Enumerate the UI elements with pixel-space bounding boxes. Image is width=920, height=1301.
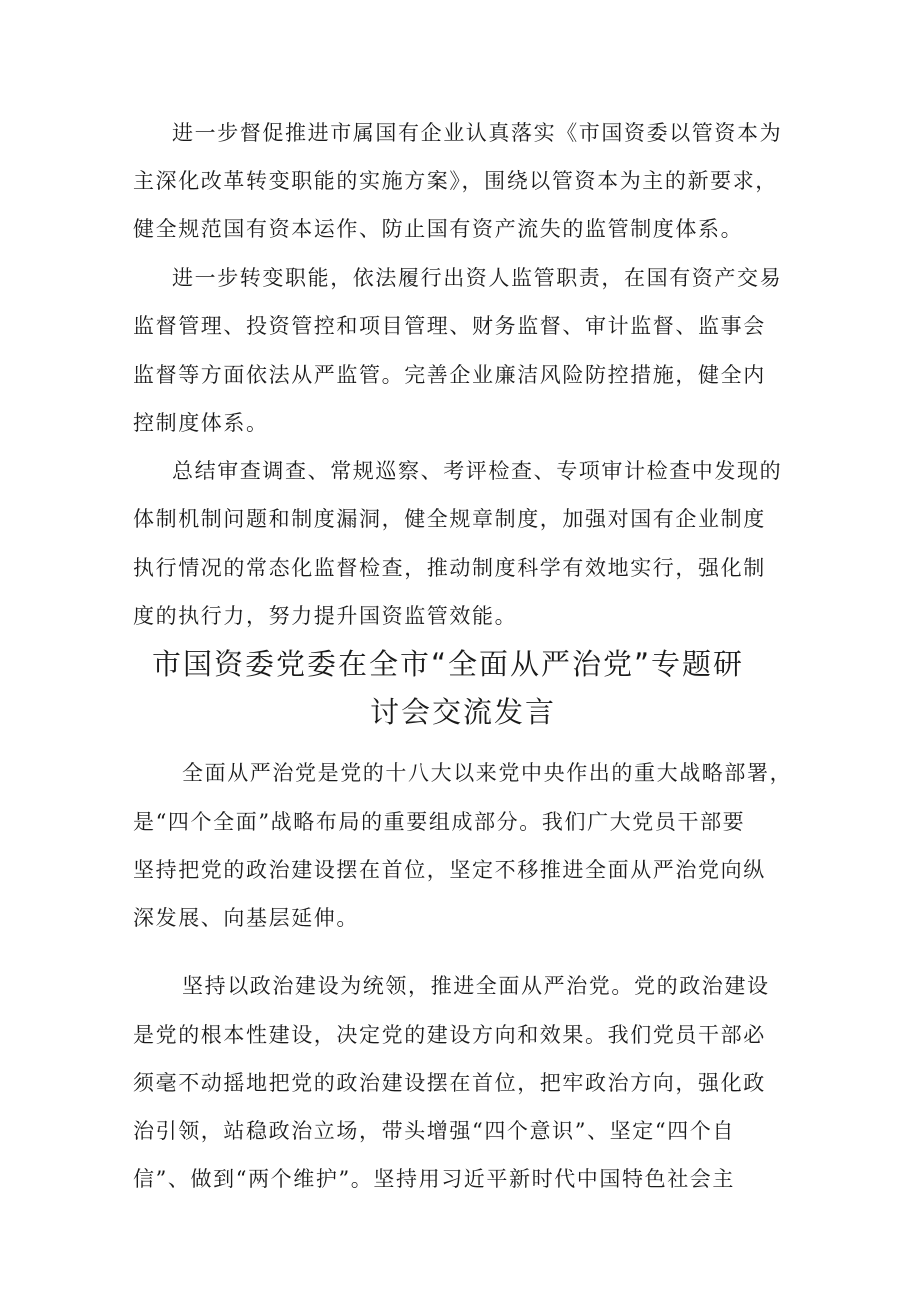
section-title-line-1: 市国资委党委在全市“全面从严治党”专题研 <box>152 647 745 681</box>
body-paragraph-2-line-2: 是党的根本性建设，决定党的建设方向和效果。我们党员干部必 <box>133 1023 766 1047</box>
paragraph-2-line-2: 监督管理、投资管控和项目管理、财务监督、审计监督、监事会 <box>133 314 766 338</box>
paragraph-3-line-4: 度的执行力，努力提升国资监管效能。 <box>133 604 518 628</box>
body-paragraph-1-line-1: 全面从严治党是党的十八大以来党中央作出的重大战略部署， <box>182 761 793 785</box>
paragraph-1-line-3: 健全规范国有资本运作、防止国有资产流失的监管制度体系。 <box>133 217 744 241</box>
body-paragraph-1-line-4: 深发展、向基层延伸。 <box>133 906 359 930</box>
paragraph-1-line-1: 进一步督促推进市属国有企业认真落实《市国资委以管资本为 <box>172 121 783 145</box>
body-paragraph-2-line-3: 须毫不动摇地把党的政治建设摆在首位，把牢政治方向，强化政 <box>133 1071 766 1095</box>
paragraph-2-line-3: 监督等方面依法从严监管。完善企业廉洁风险防控措施，健全内 <box>133 363 766 387</box>
paragraph-2-line-1: 进一步转变职能，依法履行出资人监管职责，在国有资产交易 <box>172 266 783 290</box>
paragraph-1-line-2: 主深化改革转变职能的实施方案》，围绕以管资本为主的新要求， <box>133 169 778 193</box>
body-paragraph-2-line-1: 坚持以政治建设为统领，推进全面从严治党。党的政治建设 <box>182 974 770 998</box>
paragraph-3-line-2: 体制机制问题和制度漏洞，健全规章制度，加强对国有企业制度 <box>133 507 766 531</box>
paragraph-3-line-1: 总结审查调查、常规巡察、考评检查、专项审计检查中发现的 <box>172 459 783 483</box>
paragraph-3-line-3: 执行情况的常态化监督检查，推动制度科学有效地实行，强化制 <box>133 556 766 580</box>
section-title-line-2: 讨会交流发言 <box>370 695 557 729</box>
body-paragraph-2-line-4: 治引领，站稳政治立场，带头增强“四个意识”、坚定“四个自 <box>133 1119 736 1143</box>
paragraph-2-line-4: 控制度体系。 <box>133 411 269 435</box>
body-paragraph-1-line-2: 是“四个全面”战略布局的重要组成部分。我们广大党员干部要 <box>133 810 746 834</box>
body-paragraph-1-line-3: 坚持把党的政治建设摆在首位，坚定不移推进全面从严治党向纵 <box>133 858 766 882</box>
body-paragraph-2-line-5: 信”、做到“两个维护”。坚持用习近平新时代中国特色社会主 <box>133 1167 736 1191</box>
